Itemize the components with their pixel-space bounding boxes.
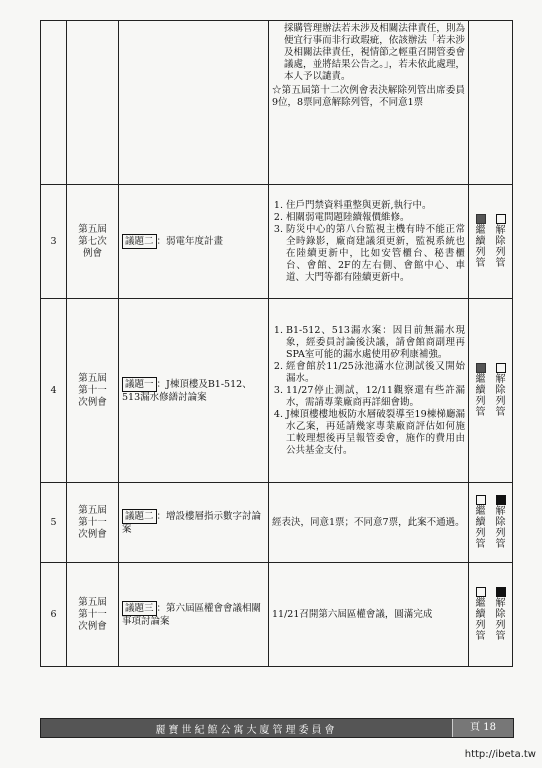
result-cell (269, 21, 469, 185)
table-row (41, 299, 513, 483)
session-cell (67, 299, 119, 483)
agenda-item-tag: 議題二 (122, 234, 157, 249)
row-number: 5 (41, 483, 67, 563)
status-checkbox[interactable] (476, 214, 486, 224)
session-line: 第五屆 (78, 372, 107, 384)
session-line: 第五屆 (78, 504, 107, 516)
session-cell (67, 185, 119, 299)
agenda-item-tag: 議題二 (122, 509, 157, 524)
meeting-tracking-table (40, 20, 513, 667)
status-option-left (472, 214, 489, 269)
status-option-left (472, 363, 489, 418)
result-list-item: 2. 相關弱電問題陸續報價維修。 (286, 212, 465, 224)
session-line: 第十一 (78, 384, 107, 396)
status-checkbox[interactable] (476, 587, 486, 597)
status-cell (469, 563, 513, 667)
agenda-item-cell (119, 185, 269, 299)
table-row (41, 21, 513, 185)
result-note: ☆第五屆第十二次例會表決解除列管出席委員9位，8票同意解除列管，不同意1票 (272, 85, 465, 108)
session-line: 第十一 (78, 516, 107, 528)
status-option-right (492, 214, 509, 269)
status-option-right (492, 363, 509, 418)
row-number: 6 (41, 563, 67, 667)
status-checkbox[interactable] (496, 363, 506, 373)
table-row (41, 483, 513, 563)
result-list-item: 2. 經會館於11/25泳池滿水位測試後又開始漏水。 (286, 361, 465, 385)
page-footer (40, 718, 514, 738)
result-text: 經表決，同意1票；不同意7票，此案不通過。 (272, 516, 465, 528)
table-row (41, 563, 513, 667)
agenda-item-tag: 議題一 (122, 377, 157, 392)
session-line: 例會 (82, 247, 102, 259)
table-row (41, 185, 513, 299)
status-label: 解 除 列 管 (495, 374, 506, 418)
session-line: 第五屆 (78, 596, 107, 608)
session-line: 第七次 (78, 235, 107, 247)
status-label: 解 除 列 管 (495, 225, 506, 269)
status-option-right (492, 495, 509, 550)
status-label: 繼 續 列 管 (475, 225, 486, 269)
watermark-text: http://ibeta.tw (464, 749, 536, 760)
status-options (470, 214, 511, 269)
agenda-item-title: ：J棟頂樓及B1-512、513漏水修繕討論案 (122, 379, 252, 403)
status-options (470, 363, 511, 418)
status-options (470, 587, 511, 642)
result-list-item: 4. J棟頂樓樓地板防水層破裂導至19棟梯廳漏水乙案，再延請幾家專業廠商評估如何施工較理想後再呈報管委會，施作的費用由公共基金支付。 (286, 409, 465, 457)
result-list-item: 1. B1-512、513漏水案：因目前無漏水現象，經委員討論後決議，請會館商副理再SPA室可能的漏水處使用矽利康補強。 (286, 325, 465, 361)
agenda-item-cell (119, 299, 269, 483)
status-cell (469, 483, 513, 563)
status-label: 繼 續 列 管 (475, 598, 486, 642)
agenda-item-tag: 議題三 (122, 601, 157, 616)
status-cell (469, 21, 513, 185)
result-cell (269, 185, 469, 299)
result-cell (269, 299, 469, 483)
agenda-item-cell (119, 563, 269, 667)
session-line: 第十一 (78, 608, 107, 620)
row-number: 4 (41, 299, 67, 483)
status-checkbox[interactable] (496, 495, 506, 505)
agenda-item-cell (119, 21, 269, 185)
status-checkbox[interactable] (496, 587, 506, 597)
result-list-item: 3. 防災中心的第八台監視主機有時不能正常全時錄影，廠商建議須更新，監視系統也在陸續更新中，比如安管櫃台、秘書櫃台、會館、2F的左右側、會館中心、車道、大門等都有陸續更新中。 (286, 224, 465, 284)
agenda-item-title: ：增設樓層指示數字討論案 (122, 511, 262, 535)
status-cell (469, 299, 513, 483)
result-list (272, 200, 465, 284)
status-label: 繼 續 列 管 (475, 506, 486, 550)
footer-title: 麗寶世紀館公寓大廈管理委員會 (155, 724, 338, 736)
status-checkbox[interactable] (476, 495, 486, 505)
row-number: 3 (41, 185, 67, 299)
session-line: 次例會 (78, 528, 107, 540)
status-option-left (472, 495, 489, 550)
agenda-item-title: ：弱電年度計畫 (156, 236, 224, 247)
session-cell (67, 483, 119, 563)
result-cell (269, 483, 469, 563)
status-checkbox[interactable] (476, 363, 486, 373)
session-cell (67, 21, 119, 185)
result-cell (269, 563, 469, 667)
status-cell (469, 185, 513, 299)
result-list-item: 3. 11/27停止測試，12/11觀察還有些許漏水，需請專業廠商再詳細會勘。 (286, 385, 465, 409)
session-cell (67, 563, 119, 667)
session-line: 第五屆 (78, 223, 107, 235)
status-option-left (472, 587, 489, 642)
page-number: 頁 18 (452, 719, 513, 737)
status-options (470, 495, 511, 550)
status-label: 繼 續 列 管 (475, 374, 486, 418)
row-number (41, 21, 67, 185)
session-line: 次例會 (78, 396, 107, 408)
status-label: 解 除 列 管 (495, 598, 506, 642)
result-list-item: 1. 住戶門禁資料重整與更新,執行中。 (286, 200, 465, 212)
result-text: 採購管理辦法若未涉及相關法律責任，則為便宜行事而非行政瑕疵，依該辦法「若未涉及相關法律責任，視情節之輕重召開管委會議處，並將結果公告之。」，若未依此處理，本人予以譴責。 (284, 23, 465, 82)
result-text: 11/21召開第六屆區權會議，圓滿完成 (272, 608, 433, 620)
session-line: 次例會 (78, 620, 107, 632)
result-list (272, 325, 465, 457)
status-checkbox[interactable] (496, 214, 506, 224)
agenda-item-title: ：第六屆區權會會議相關事項討論案 (122, 603, 262, 627)
agenda-item-cell (119, 483, 269, 563)
status-label: 解 除 列 管 (495, 506, 506, 550)
status-option-right (492, 587, 509, 642)
